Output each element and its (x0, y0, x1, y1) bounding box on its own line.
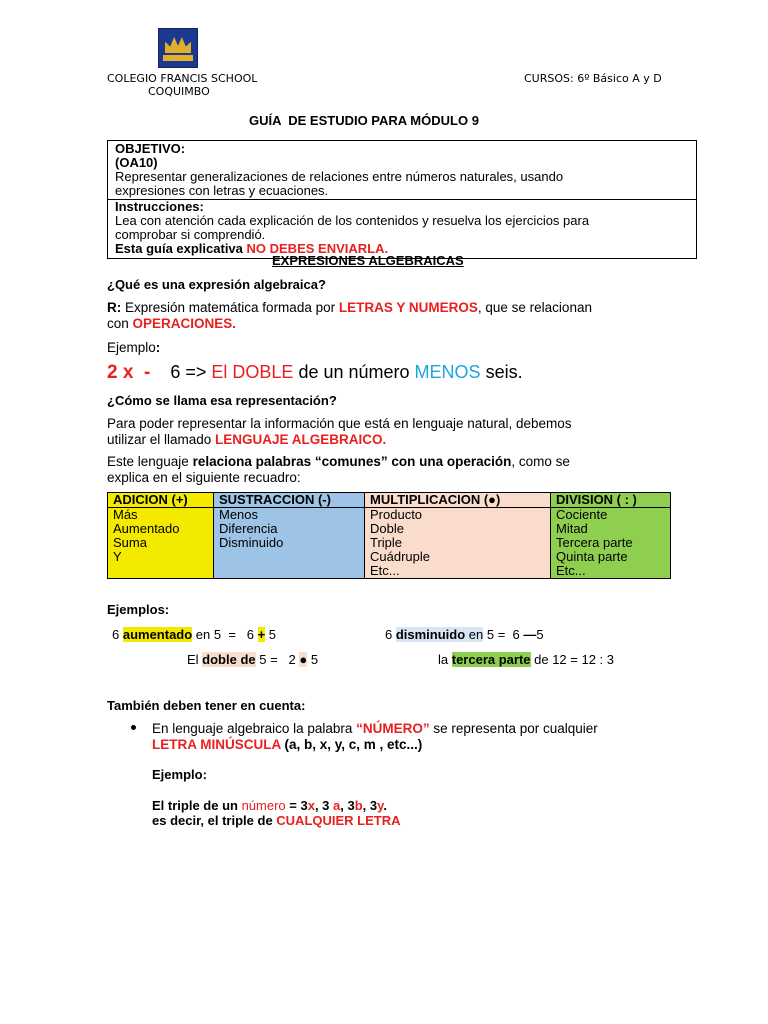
objective-text-1: Representar generalizaciones de relaciones entre números naturales, usando (115, 169, 564, 184)
list-item: Cuádruple (370, 549, 430, 564)
instructions-section (108, 199, 696, 258)
objective-code: (OA10) (115, 155, 158, 170)
para1-t2: utilizar el llamado (107, 432, 216, 447)
operations-body-row (108, 508, 671, 579)
header-division: DIVISION ( : ) (551, 493, 671, 508)
ejemplo-label (107, 340, 160, 356)
bullet-t5: (a, b, x, y, c, m , etc...) (280, 737, 423, 752)
bullet-t3: se representa por cualquier (429, 721, 598, 736)
list-item: Y (113, 549, 122, 564)
triple-line-2 (152, 813, 401, 828)
triple-line (152, 798, 387, 813)
objective-label: OBJETIVO: (115, 141, 186, 156)
bullet-dot (131, 725, 136, 730)
triple-numero: número (241, 798, 286, 813)
para2-t3: , como se (511, 454, 570, 469)
triple-t7: . (383, 798, 388, 813)
school-city: COQUIMBO (148, 85, 210, 98)
instructions-label: Instrucciones: (115, 199, 204, 214)
e4-highlight: tercera parte (451, 652, 531, 667)
list-item: Más (113, 507, 138, 522)
objective-section (108, 141, 696, 199)
triple-t3: = 3 (285, 798, 308, 813)
list-item: Aumentado (113, 521, 180, 536)
e1-highlight: aumentado (122, 627, 193, 642)
triple-t6: , 3 (362, 798, 378, 813)
list-item: Etc... (370, 563, 400, 578)
logo-band (163, 55, 193, 61)
answer-t3: , que se relacionan (477, 300, 592, 315)
e3-highlight: doble de (202, 652, 256, 667)
big-example-expr: 2 x - (107, 362, 151, 383)
also-label: También deben tener en cuenta: (107, 698, 306, 713)
school-name: COLEGIO FRANCIS SCHOOL (107, 72, 258, 85)
triple-x: x (307, 798, 315, 813)
list-item: Menos (219, 507, 259, 522)
para2-t1: Este lenguaje (107, 454, 193, 469)
e3-c: 5 (307, 652, 319, 667)
example-4 (438, 652, 614, 667)
ejemplo-colon: : (155, 340, 161, 355)
crown-icon (165, 37, 191, 53)
col-multiplicacion (365, 508, 551, 579)
list-item: Triple (370, 535, 403, 550)
example-1 (112, 627, 276, 642)
answer-operations: OPERACIONES. (132, 316, 237, 331)
triple-y: y (377, 798, 384, 813)
ejemplos-label: Ejemplos: (107, 602, 170, 617)
big-example-doble: El DOBLE (211, 362, 294, 382)
section-title: EXPRESIONES ALGEBRAICAS (272, 253, 464, 268)
list-item: Etc... (556, 563, 586, 578)
big-example-end: seis. (485, 362, 523, 382)
e2-b: en (465, 627, 484, 642)
answer-letters-numbers: LETRAS Y NUMEROS (338, 300, 478, 315)
answer-paragraph (107, 300, 667, 332)
e3-a: El (187, 652, 203, 667)
e4-b: de 12 = 12 : 3 (530, 652, 614, 667)
note-prefix: Esta guía explicativa (115, 241, 247, 256)
question-1: ¿Qué es una expresión algebraica? (107, 277, 326, 292)
big-example-menos: MENOS (414, 362, 481, 382)
list-item: Doble (370, 521, 404, 536)
instructions-text-1: Lea con atención cada explicación de los contenidos y resuelva los ejercicios para (115, 213, 590, 228)
example-2 (385, 627, 544, 642)
answer-r-label: R: (107, 300, 122, 315)
para1-lenguaje: LENGUAJE ALGEBRAICO. (215, 432, 387, 447)
e1-op: + (257, 627, 266, 642)
e1-c: 5 (265, 627, 277, 642)
courses-label: CURSOS: 6º Básico A y D (524, 72, 662, 85)
bullet-numero: “NÚMERO” (356, 721, 430, 736)
triple-t4: , 3 (314, 798, 334, 813)
answer-t4: con (107, 316, 133, 331)
list-item: Quinta parte (556, 549, 628, 564)
e2-d: 5 (536, 627, 544, 642)
bullet-item (152, 721, 692, 753)
e4-a: la (438, 652, 452, 667)
ejemplo-text: Ejemplo (107, 340, 156, 355)
e2-c: 5 = 6 (483, 627, 524, 642)
col-division (551, 508, 671, 579)
paragraph-2 (107, 454, 667, 486)
page-title: GUÍA DE ESTUDIO PARA MÓDULO 9 (249, 113, 479, 128)
objective-text-2: expresiones con letras y ecuaciones. (115, 183, 329, 198)
header-multiplicacion: MULTIPLICACION (●) (365, 493, 551, 508)
bullet-t1: En lenguaje algebraico la palabra (152, 721, 357, 736)
col-adicion (108, 508, 214, 579)
e1-b: en 5 = 6 (192, 627, 258, 642)
list-item: Diferencia (219, 521, 278, 536)
list-item: Cociente (556, 507, 608, 522)
big-example-mid: de un número (298, 362, 410, 382)
list-item: Mitad (556, 521, 588, 536)
paragraph-1 (107, 416, 667, 448)
e2-highlight: disminuido (395, 627, 466, 642)
triple2-t1: es decir, el triple de (152, 813, 277, 828)
bullet-letra: LETRA MINÚSCULA (152, 737, 281, 752)
list-item: Disminuido (219, 535, 284, 550)
list-item: Producto (370, 507, 423, 522)
triple-t1: El triple de un (152, 798, 242, 813)
question-2: ¿Cómo se llama esa representación? (107, 393, 337, 408)
header-sustraccion: SUSTRACCION (-) (214, 493, 365, 508)
list-item: Tercera parte (556, 535, 633, 550)
triple2-cualquier: CUALQUIER LETRA (276, 813, 401, 828)
para2-bold: relaciona palabras “comunes” con una operación (192, 454, 512, 469)
para2-t4: explica en el siguiente recuadro: (107, 470, 301, 485)
para1-t1: Para poder representar la información que está en lenguaje natural, debemos (107, 416, 572, 431)
header-adicion: ADICION (+) (108, 493, 214, 508)
example-3 (187, 652, 318, 667)
list-item: Suma (113, 535, 147, 550)
bullet-example-label: Ejemplo: (152, 767, 207, 782)
operations-header-row (108, 493, 671, 508)
col-sustraccion (214, 508, 365, 579)
note-emphasis: NO DEBES ENVIARLA. (246, 241, 389, 256)
big-example-six: 6 => (170, 362, 207, 382)
e3-b: 5 = 2 (255, 652, 300, 667)
triple-t5: , 3 (340, 798, 355, 813)
e2-a: 6 (385, 627, 396, 642)
school-logo (158, 28, 198, 68)
big-example (107, 362, 523, 384)
triple-a: a (333, 798, 341, 813)
instructions-text-2: comprobar si comprendió. (115, 227, 266, 242)
e3-op: ● (299, 652, 308, 667)
e1-a: 6 (112, 627, 123, 642)
operations-table (107, 492, 671, 579)
objective-box (107, 140, 697, 259)
e2-op: — (523, 627, 537, 642)
answer-t1: Expresión matemática formada por (121, 300, 339, 315)
triple-b: b (354, 798, 363, 813)
